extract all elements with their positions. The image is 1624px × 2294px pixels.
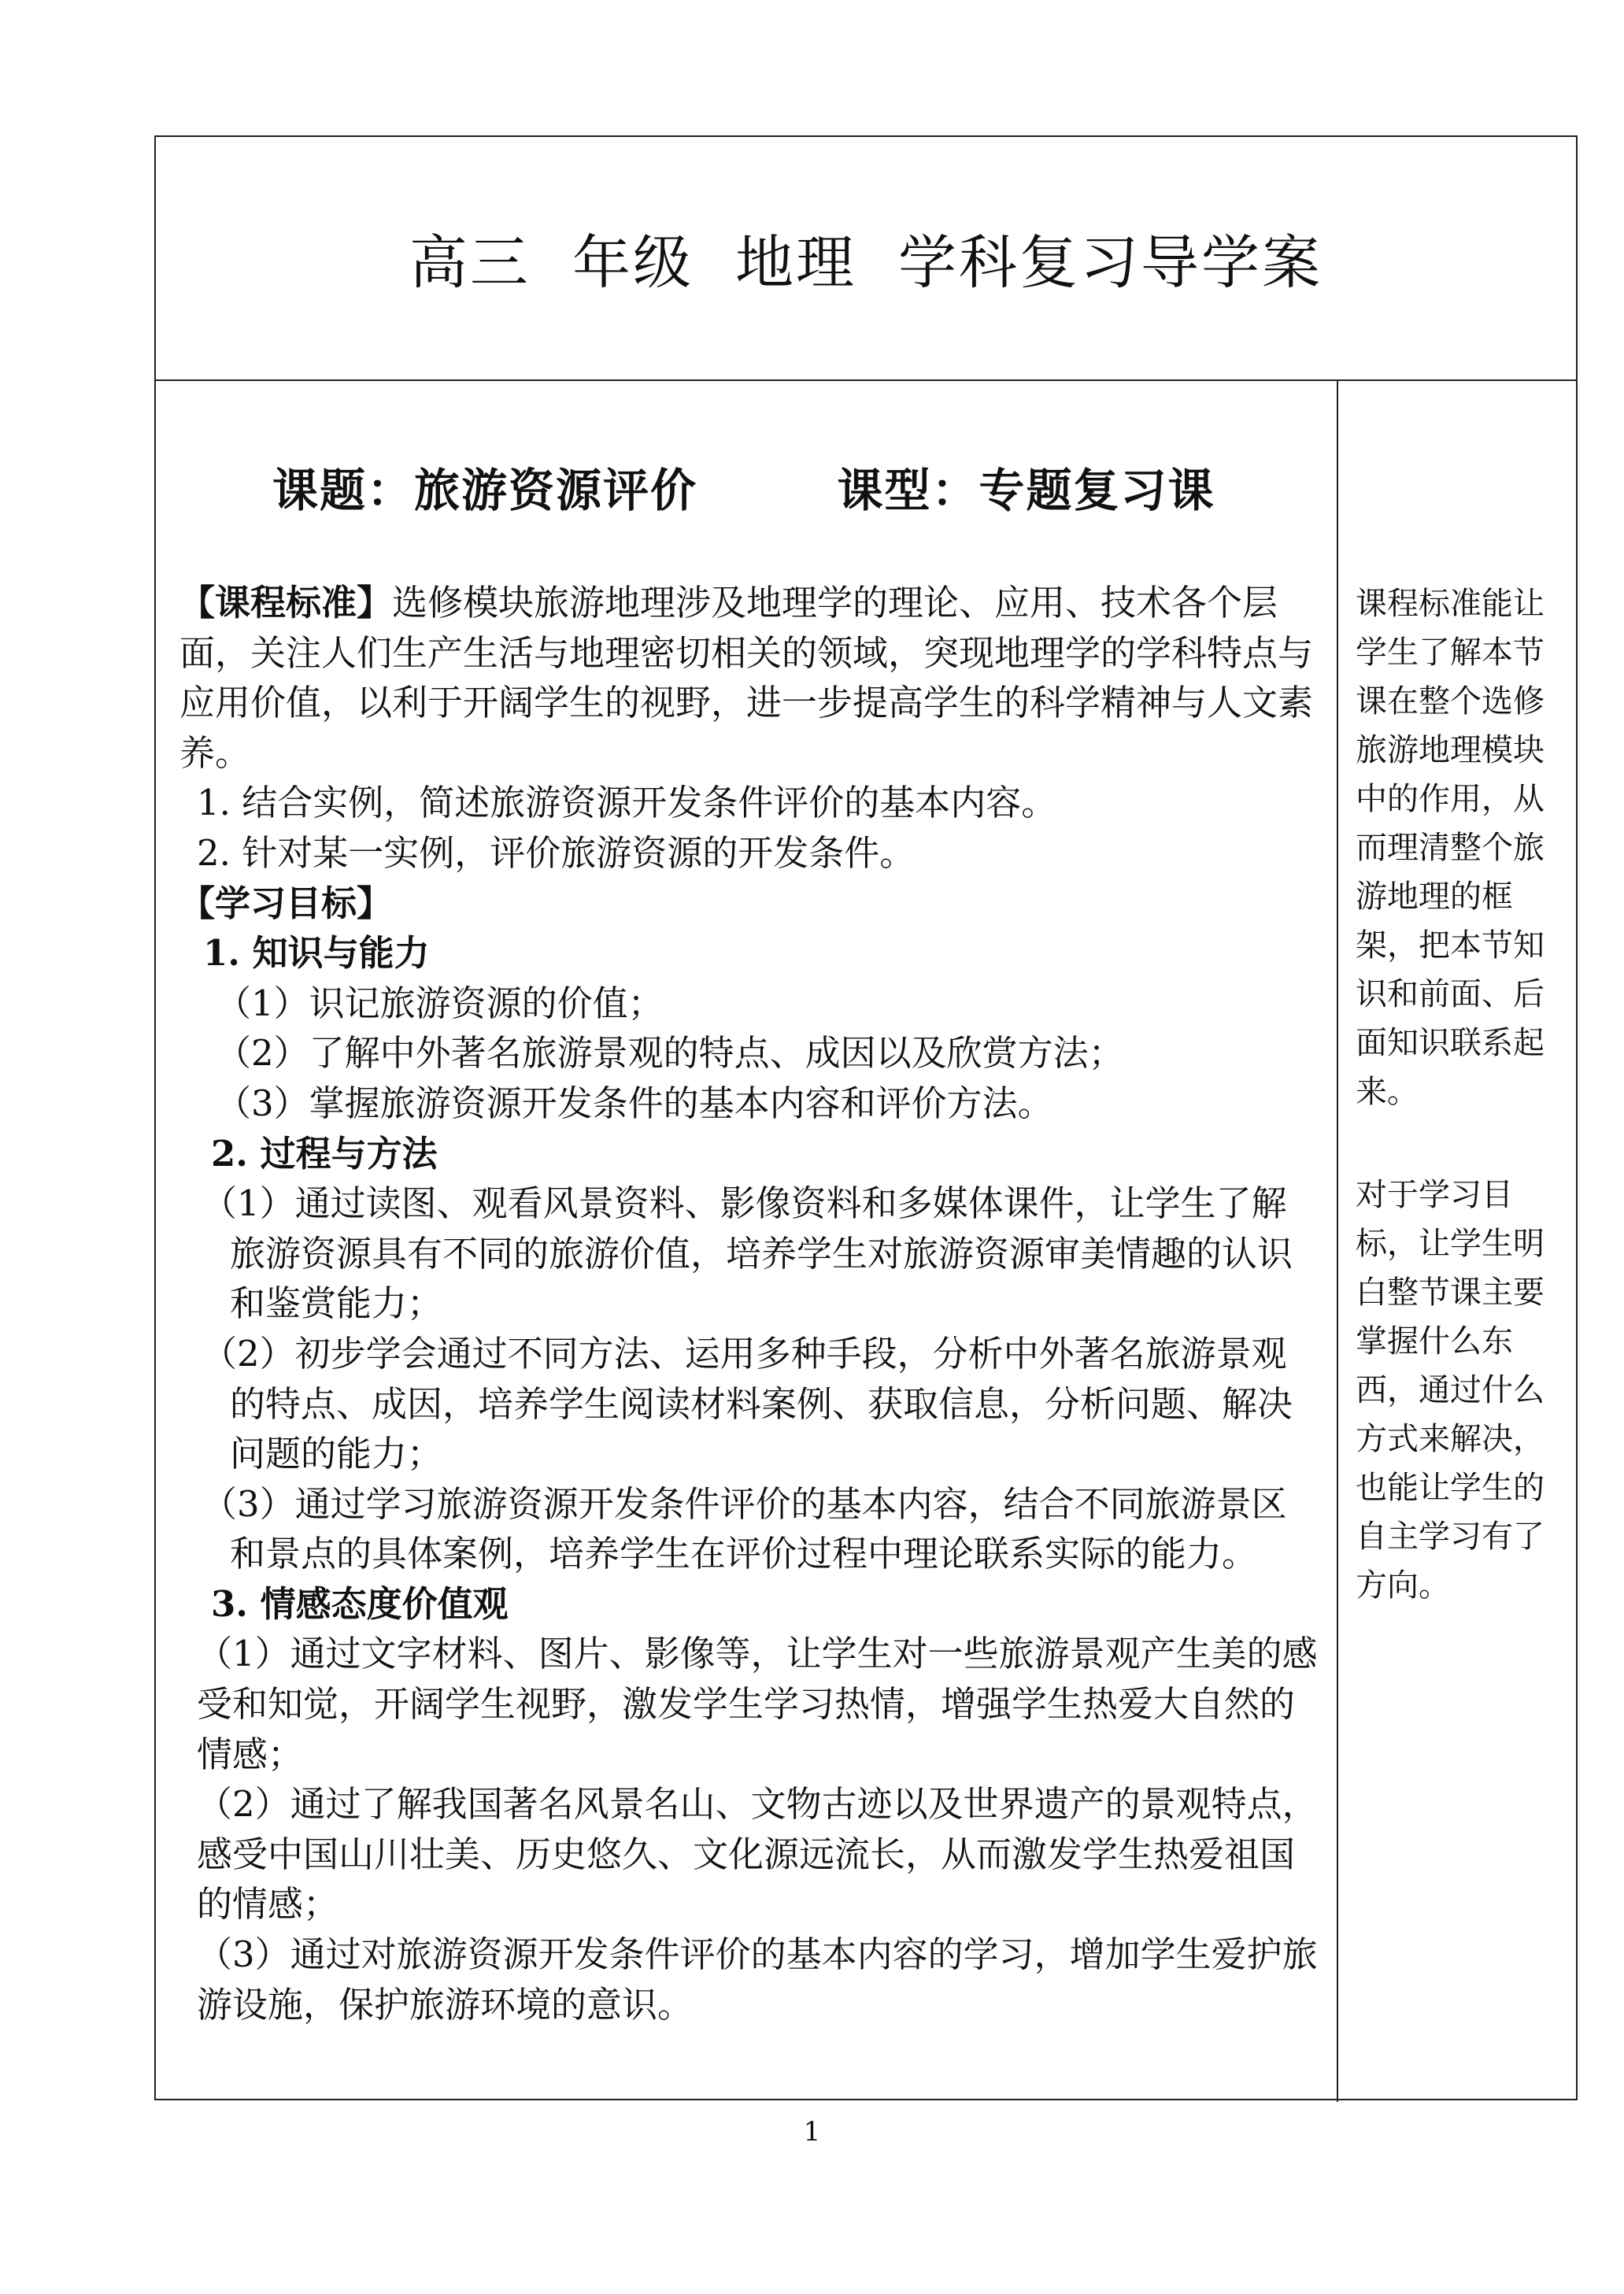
standard-item: 1. 结合实例，简述旅游资源开发条件评价的基本内容。: [197, 782, 1057, 824]
course-standard-label: 【课程标准】: [179, 582, 393, 623]
main-content-cell: [156, 381, 1338, 2102]
content-row: [156, 381, 1576, 2102]
objective-item: （2）通过了解我国著名风景名山、文物古迹以及世界遗产的景观特点，感受中国山川壮美、历史悠久、文化源远流长，从而激发学生热爱祖国的情感；: [197, 1783, 1318, 1926]
course-standard-text: 选修模块旅游地理涉及地理学的理论、应用、技术各个层面，关注人们生产生活与地理密切相关的领域，突现地理学的学科特点与应用价值，以利于开阔学生的视野，进一步提高学生的科学精神与人文素养。: [179, 582, 1314, 774]
objectives-label: 【学习目标】: [179, 882, 393, 924]
objective-item: （1）通过读图、观看风景资料、影像资料和多媒体课件，让学生了解旅游资源具有不同的旅游价值，培养学生对旅游资源审美情趣的认识和鉴赏能力；: [202, 1182, 1293, 1325]
objective-item: （3）通过对旅游资源开发条件评价的基本内容的学习，增加学生爱护旅游设施，保护旅游环境的意识。: [197, 1933, 1318, 2026]
objective-item: （1）通过文字材料、图片、影像等，让学生对一些旅游景观产生美的感受和知觉，开阔学生视野，激发学生学习热情，增强学生热爱大自然的情感；: [197, 1633, 1318, 1775]
lesson-heading: 课题：旅游资源评价 课型：专题复习课: [272, 464, 1215, 517]
guide-table: [154, 135, 1578, 2100]
standard-item: 2. 针对某一实例，评价旅游资源的开发条件。: [197, 831, 916, 874]
side-note: 对于学习目标，让学生明白整节课主要掌握什么东西，通过什么方式来解决，也能让学生的自主学习有了方向。: [1356, 1177, 1544, 1604]
section-title: 1. 知识与能力: [203, 932, 430, 975]
side-note: 课程标准能让学生了解本节课在整个选修旅游地理模块中的作用，从而理清整个旅游地理的框架，把本节知识和前面、后面知识联系起来。: [1356, 586, 1544, 1110]
page-number: 1: [803, 2116, 821, 2148]
document-title: 高三 年级 地理 学科复习导学案: [409, 229, 1323, 297]
notes-cell: [1338, 381, 1579, 2102]
objective-item: （3）通过学习旅游资源开发条件评价的基本内容，结合不同旅游景区和景点的具体案例，培养学生在评价过程中理论联系实际的能力。: [202, 1482, 1287, 1575]
objective-item: （3）掌握旅游资源开发条件的基本内容和评价方法。: [216, 1082, 1053, 1124]
lesson-content: [179, 578, 1321, 2029]
objective-item: （2）了解中外著名旅游景观的特点、成因以及欣赏方法；: [216, 1032, 1124, 1075]
objective-item: （1）识记旅游资源的价值；: [216, 982, 664, 1024]
title-cell: [156, 137, 1576, 381]
section-title: 2. 过程与方法: [211, 1132, 438, 1175]
course-standard-paragraph: [179, 578, 1321, 778]
objective-item: （2）初步学会通过不同方法、运用多种手段，分析中外著名旅游景观的特点、成因，培养学生阅读材料案例、获取信息，分析问题、解决问题的能力；: [202, 1332, 1293, 1475]
section-title: 3. 情感态度价值观: [211, 1582, 509, 1625]
